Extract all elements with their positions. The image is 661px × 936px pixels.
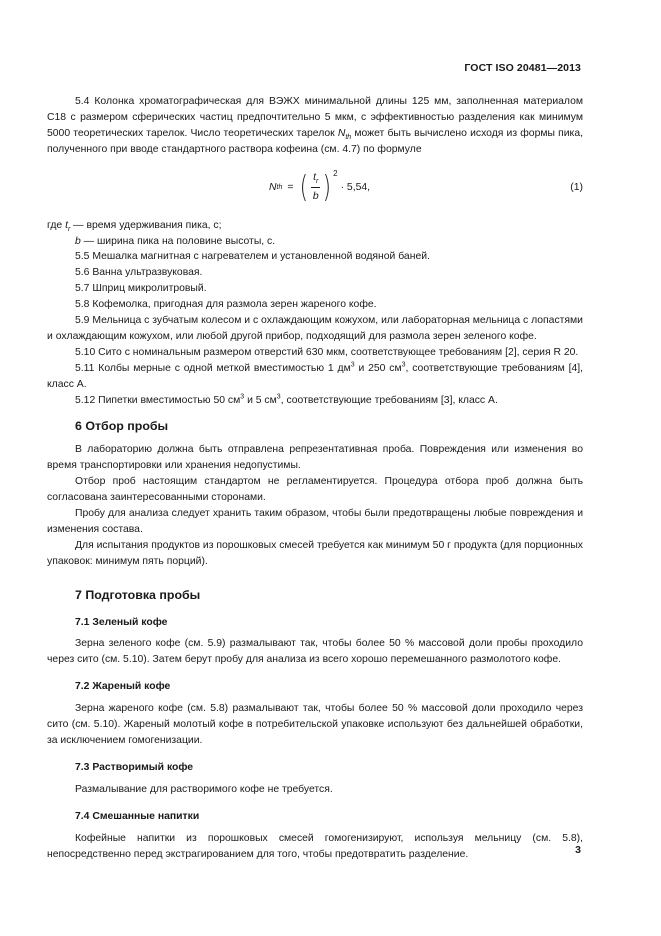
superscript: 3 <box>401 361 406 369</box>
paragraph-5-4 <box>47 94 583 158</box>
subsection-7-2-title: 7.2 Жареный кофе <box>75 681 171 693</box>
item-5-10: 5.10 Сито с номинальным размером отверстий 630 мкм, соответствующее требованиям [2], серия R 20. <box>75 346 579 358</box>
paragraph-text: 5.4 Колонка хроматографическая для ВЭЖХ минимальной длины 125 мм, заполненная материалом C18 с размером сферических частиц предпочтительно 5 мкм, с эффективностью разделения как минимум 5000 теоретических тарелок. Число теоретических тарелок <box>47 96 583 139</box>
formula-1 <box>47 162 583 214</box>
item-text: 5.12 Пипетки вместимостью 50 см <box>75 394 241 406</box>
item-5-5: 5.5 Мешалка магнитная с нагревателем и установленной водяной баней. <box>75 251 430 263</box>
where-text: — время удерживания пика, с; <box>70 219 222 231</box>
subsection-7-4-text: Кофейные напитки из порошковых смесей гомогенизируют, используя мельницу (см. 5.8), непосредственно перед экстрагированием для того, чтобы предотвратить разделение. <box>47 832 583 860</box>
variable-subscript: th <box>345 133 352 141</box>
fraction-denominator: b <box>312 191 319 203</box>
formula-expression <box>269 162 370 214</box>
item-text: , соответствующие требованиям [4], класс А. <box>47 362 584 390</box>
right-paren: ) <box>323 169 332 205</box>
section-6-title: 6 Отбор пробы <box>75 418 169 433</box>
subsection-7-3-text: Размалывание для растворимого кофе не требуется. <box>75 783 333 795</box>
item-text: и 5 см <box>244 394 277 406</box>
document-header: ГОСТ ISO 20481—2013 <box>464 62 581 74</box>
section-7-title: 7 Подготовка пробы <box>75 587 201 602</box>
subsection-7-3-title: 7.3 Растворимый кофе <box>75 761 194 773</box>
formula-lhs-sub: th <box>276 183 283 191</box>
item-5-11 <box>47 361 583 393</box>
numerator-sub: r <box>316 178 319 186</box>
subsection-7-1-title: 7.1 Зеленый кофе <box>75 616 168 628</box>
formula-equals: = <box>287 181 294 193</box>
item-text: , соответствующие требованиям [3], класс А. <box>280 394 498 406</box>
where-variable: b <box>75 235 81 247</box>
section-6-p4: Для испытания продуктов из порошковых смесей требуется как минимум 50 г продукта (для порционных упаковок: минимум пять порций). <box>47 539 583 567</box>
section-6-p3: Пробу для анализа следует хранить таким образом, чтобы были предотвращены любые повреждения и изменения состава. <box>47 508 583 535</box>
item-text: 5.11 Колбы мерные с одной меткой вместимостью 1 дм <box>75 362 351 374</box>
item-5-7: 5.7 Шприц микролитровый. <box>75 283 207 295</box>
subsection-7-2-text: Зерна жареного кофе (см. 5.8) размалывают так, чтобы более 50 % массовой доли проходило через сито (см. 5.10). Жареный молотый кофе в потребительской упаковке используют без дальнейшей обработки, за исключением гомогенизации. <box>47 703 583 746</box>
numerator-var: t <box>313 172 317 184</box>
superscript: 3 <box>240 393 245 401</box>
superscript: 3 <box>350 361 355 369</box>
page-number: 3 <box>575 844 581 856</box>
superscript: 3 <box>276 393 281 401</box>
formula-number: (1) <box>570 181 583 193</box>
page-content <box>47 94 583 862</box>
item-5-9: 5.9 Мельница с зубчатым колесом и с охлаждающим кожухом, или лабораторная мельница с лопастями и охлаждающим кожухом, или любой другой прибор, подходящий для размола зерен зеленого кофе. <box>47 315 583 342</box>
where-text: — ширина пика на половине высоты, с. <box>80 235 276 247</box>
where-text: где <box>47 219 66 231</box>
item-5-12 <box>47 393 583 409</box>
subsection-7-4-title: 7.4 Смешанные напитки <box>75 810 200 822</box>
formula-power: 2 <box>333 168 338 178</box>
item-5-6: 5.6 Ванна ультразвуковая. <box>75 267 203 279</box>
where-line-1 <box>47 218 583 234</box>
where-line-2 <box>47 234 583 250</box>
formula-tail: · 5,54, <box>340 181 371 193</box>
subsection-7-1-text: Зерна зеленого кофе (см. 5.9) размалывают так, чтобы более 50 % массовой доли пробы проходило через сито (см. 5.10). Затем берут пробу для анализа из всего хорошо перемешанного размолотого кофе. <box>47 638 583 666</box>
variable: N <box>337 127 346 139</box>
left-paren: ( <box>300 169 309 205</box>
section-6-p2: Отбор проб настоящим стандартом не регламентируется. Процедура отбора проб должна быть согласована заинтересованными сторонами. <box>47 476 583 504</box>
section-6-p1: В лабораторию должна быть отправлена репрезентативная проба. Повреждения или изменения во время транспортировки или хранения недопустимы. <box>47 444 583 472</box>
formula-lhs-var: N <box>269 181 277 193</box>
where-variable: t <box>65 219 68 231</box>
fraction-numerator <box>311 170 320 188</box>
formula-fraction <box>311 170 320 205</box>
where-subscript: r <box>67 225 71 233</box>
item-text: и 250 см <box>354 362 402 374</box>
item-5-8: 5.8 Кофемолка, пригодная для размола зерен жареного кофе. <box>75 299 377 311</box>
paragraph-text: может быть вычислено исходя из формы пика, полученного при вводе стандартного раствора кофеина (см. 4.7) по формуле <box>47 127 583 155</box>
